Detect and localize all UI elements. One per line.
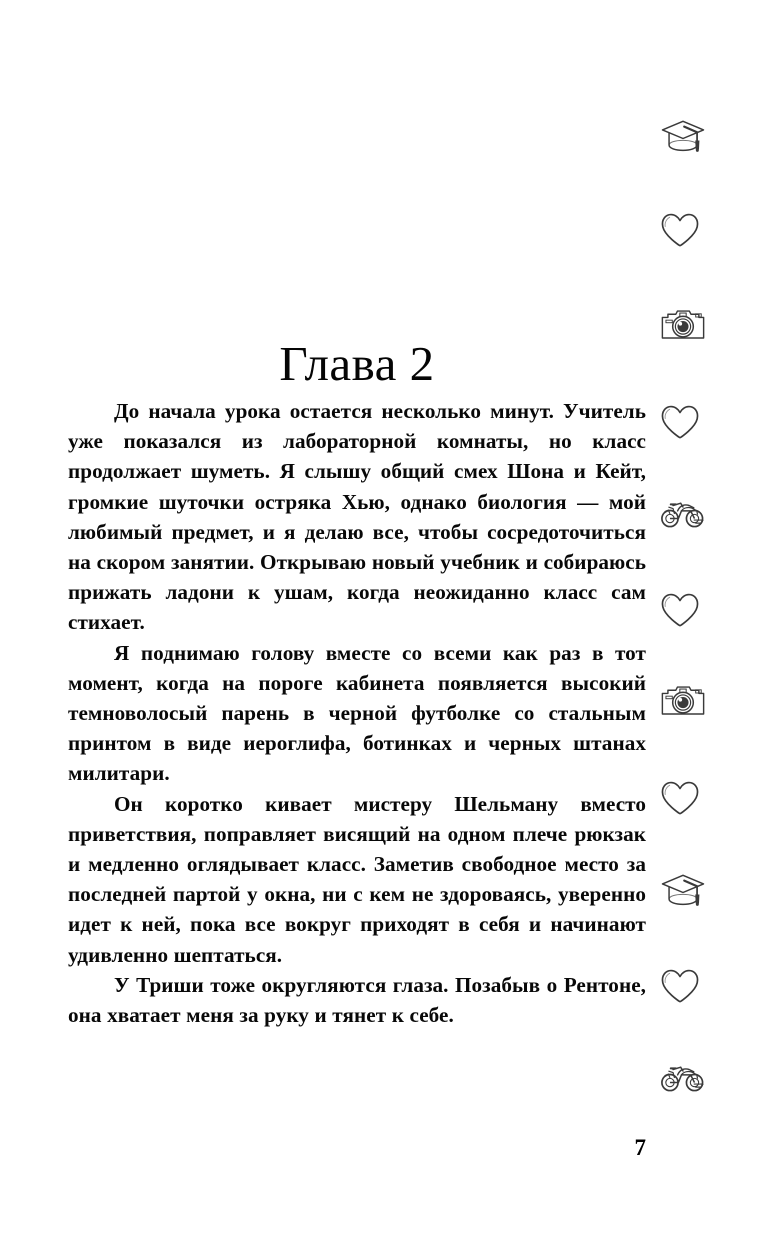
camera-icon: [660, 683, 752, 719]
margin-decoration-strip: [660, 0, 760, 1240]
body-text-column: [68, 396, 646, 1030]
camera-icon: [660, 307, 752, 343]
graduation-cap-icon: [660, 118, 752, 156]
motorcycle-icon: [660, 1058, 752, 1095]
heart-icon: [660, 780, 752, 817]
body-paragraph: У Триши тоже округляются глаза. Позабыв о Рентоне, она хватает меня за руку и тянет к себе.: [68, 972, 646, 1028]
body-paragraph: До начала урока остается несколько минут. Учитель уже показался из лабораторной комнаты, но класс продолжает шуметь. Я слышу общий смех Шона и Кейт, громкие шуточки остряка Хью, однако биология — мой любимый предмет, и я делаю все, чтобы сосредоточиться на скором занятии. Открываю новый учебник и собираюсь прижать ладони к ушам, когда неожиданно класс сам стихает.: [68, 399, 646, 635]
body-paragraph: Я поднимаю голову вместе со всеми как раз в тот момент, когда на пороге кабинета появляется высокий темноволосый парень в черной футболке со стальным принтом в виде иероглифа, ботинках и черных штанах милитари.: [68, 640, 646, 786]
chapter-title: Глава 2: [279, 335, 435, 391]
heart-icon: [660, 592, 752, 629]
heart-icon: [660, 212, 752, 249]
body-paragraph: Он коротко кивает мистеру Шельману вместо приветствия, поправляет висящий на одном плече рюкзак и медленно оглядывает класс. Заметив свободное место за последней партой у окна, ни с кем не здороваясь, уверенно идет к ней, пока все вокруг приходят в себя и начинают удивленно шептаться.: [68, 791, 646, 967]
heart-icon: [660, 968, 752, 1005]
page-number: 7: [634, 1135, 646, 1160]
motorcycle-icon: [660, 494, 752, 531]
heart-icon: [660, 404, 752, 441]
graduation-cap-icon: [660, 872, 752, 910]
